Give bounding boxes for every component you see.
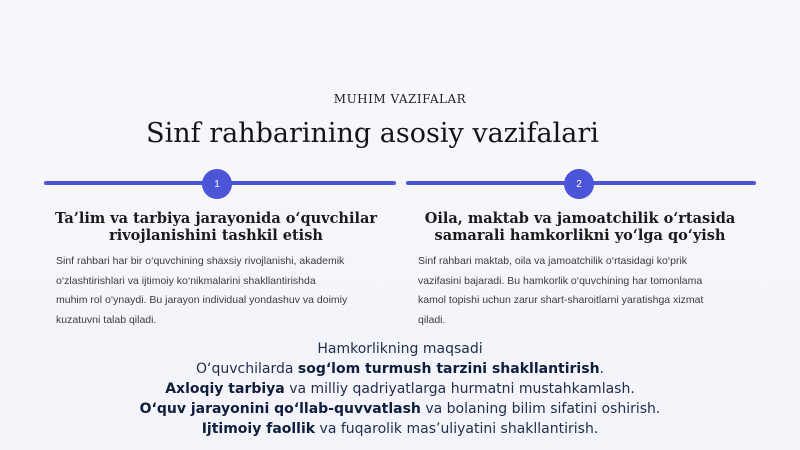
column-2-text-line: Sinf rahbari maktab, oila va jamoatchilik o‘rtasidagi ko‘prik	[418, 255, 688, 267]
column-2-text	[418, 252, 758, 330]
column-1-title	[44, 210, 388, 244]
goal-line-1-pre: O‘quvchilarda	[196, 361, 298, 377]
column-1-title-line: Ta’lim va tarbiya jarayonida o‘quvchilar	[54, 210, 378, 227]
goal-line-2-bold: Axloqiy tarbiya	[165, 381, 285, 397]
column-2-title	[406, 210, 754, 244]
goal-line-4-post: va fuqarolik mas’uliyatini shakllantirish.	[315, 421, 599, 437]
goal-line-4-bold: Ijtimoiy faollik	[201, 421, 316, 437]
goal-line-1-post: .	[599, 361, 604, 377]
column-1-text	[56, 252, 396, 330]
column-1-text-line: Sinf rahbari har bir o‘quvchining shaxsiy rivojlanishi, akademik	[56, 255, 345, 267]
column-2-text-line: kamol topishi uchun zarur shart-sharoitlarni yaratishga xizmat	[418, 294, 704, 306]
step-marker-1: 1	[202, 169, 232, 199]
slide-title: Sinf rahbarining asosiy vazifalari	[146, 118, 599, 149]
goal-line-3-post: va bolaning bilim sifatini oshirish.	[420, 401, 661, 417]
column-1-text-line: kuzatuvni talab qiladi.	[56, 313, 157, 326]
column-2-title-line: samarali hamkorlikni yo‘lga qo‘yish	[434, 227, 726, 244]
goal-line-3	[0, 401, 800, 417]
column-2-title-line: Oila, maktab va jamoatchilik o‘rtasida	[424, 210, 736, 227]
column-1-text-line: muhim rol o‘ynaydi. Bu jarayon individual yondashuv va doimiy	[56, 294, 348, 306]
column-1-text-line: o‘zlashtirishlari va ijtimoiy ko‘nikmalarini shakllantirishda	[56, 274, 316, 287]
column-2-text-line: vazifasini bajaradi. Bu hamkorlik o‘quvchining har tomonlama	[418, 274, 703, 287]
goal-line-1	[0, 361, 800, 377]
column-1-title-line: rivojlanishini tashkil etish	[109, 227, 323, 244]
eyebrow-label: MUHIM VAZIFALAR	[333, 92, 467, 106]
step-marker-2: 2	[564, 169, 594, 199]
goal-line-3-bold: O‘quv jarayonini qo‘llab-quvvatlash	[139, 401, 421, 417]
goals-heading: Hamkorlikning maqsadi	[317, 341, 483, 357]
goal-line-1-bold: sog‘lom turmush tarzini shakllantirish	[297, 361, 600, 377]
goal-line-4	[0, 421, 800, 437]
goal-line-2-post: va milliy qadriyatlarga hurmatni mustahkamlash.	[284, 381, 635, 397]
goal-line-2	[0, 381, 800, 397]
column-2-text-line: qiladi.	[418, 313, 446, 326]
